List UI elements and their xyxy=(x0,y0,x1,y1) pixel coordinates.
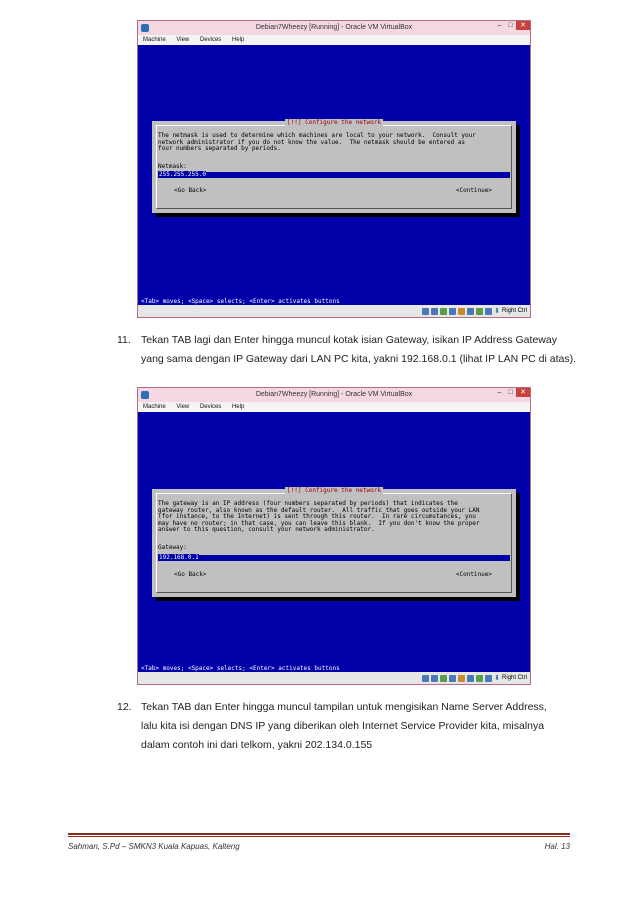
footer-rule xyxy=(68,833,570,835)
continue-button[interactable]: <Continue> xyxy=(455,187,492,194)
continue-button[interactable]: <Continue> xyxy=(455,571,492,578)
window-title: Debian7Wheezy [Running] - Oracle VM VirtualBox xyxy=(255,391,413,398)
maximize-button[interactable]: □ xyxy=(508,389,513,396)
menu-help[interactable]: Help xyxy=(231,404,245,410)
field-label: Gateway: xyxy=(158,544,187,551)
maximize-button[interactable]: □ xyxy=(508,22,513,29)
footer-rule-thin xyxy=(68,836,570,837)
dialog-text: The gateway is an IP address (four numbers separated by periods) that indicates the gateway router, also known as the default router. All traffic that goes outside your LAN (for instance, to the Internet) is sent through this router. In rare circumstances, you may have no router; in that case, you can leave this blank. If you don't know the proper answer to this question, consult your network administrator. xyxy=(158,500,480,534)
shared-folder-icon[interactable] xyxy=(458,308,465,315)
menu-devices[interactable]: Devices xyxy=(199,37,222,43)
menu-help[interactable]: Help xyxy=(231,37,245,43)
step-12-line-2: lalu kita isi dengan DNS IP yang diberikan oleh Internet Service Provider kita, misalnya xyxy=(141,720,545,732)
display-icon[interactable] xyxy=(467,675,474,682)
virtualbox-icon xyxy=(141,391,149,399)
minimize-button[interactable]: – xyxy=(497,22,502,29)
display-icon[interactable] xyxy=(467,308,474,315)
step-12-paragraph xyxy=(117,698,547,755)
step-11-paragraph xyxy=(117,331,576,369)
mouse-integration-icon[interactable] xyxy=(485,675,492,682)
menu-machine[interactable]: Machine xyxy=(143,404,166,410)
vbox-statusbar xyxy=(138,672,530,684)
cd-icon[interactable] xyxy=(431,675,438,682)
menu-devices[interactable]: Devices xyxy=(199,404,222,410)
dialog-title: [!!] Configure the network xyxy=(287,119,381,126)
menu-view[interactable]: View xyxy=(176,404,190,410)
close-button[interactable]: ✕ xyxy=(516,21,530,30)
menu-view[interactable]: View xyxy=(176,37,190,43)
step-11-line-2: yang sama dengan IP Gateway dari LAN PC kita, yakni 192.168.0.1 (lihat IP LAN PC di atas). xyxy=(141,353,577,365)
netmask-value: 255.255.255.0 xyxy=(159,171,206,178)
configure-network-dialog xyxy=(152,121,516,213)
video-capture-icon[interactable] xyxy=(476,308,483,315)
hdd-icon[interactable] xyxy=(422,308,429,315)
host-key-label: Right Ctrl xyxy=(501,308,527,314)
installer-status-line: <Tab> moves; <Space> selects; <Enter> activates buttons xyxy=(141,298,340,305)
gateway-input[interactable] xyxy=(158,555,510,561)
menubar xyxy=(138,402,530,412)
window-title: Debian7Wheezy [Running] - Oracle VM VirtualBox xyxy=(255,24,413,31)
field-label: Netmask: xyxy=(158,163,187,170)
mouse-integration-icon[interactable] xyxy=(485,308,492,315)
window-titlebar xyxy=(138,21,530,35)
video-capture-icon[interactable] xyxy=(476,675,483,682)
configure-network-dialog xyxy=(152,489,516,597)
step-12-number: 12. xyxy=(117,701,132,713)
virtualbox-window-gateway xyxy=(137,387,531,685)
step-12-line-3: dalam contoh ini dari telkom, yakni 202.134.0.155 xyxy=(141,739,373,751)
host-key-arrow-icon: ⬇ xyxy=(494,308,500,315)
dialog-text: The netmask is used to determine which machines are local to your network. Consult your network administrator if you do not know the value. The netmask should be entered as four numbers separated by periods. xyxy=(158,132,476,153)
host-key-label: Right Ctrl xyxy=(501,675,527,681)
vbox-statusbar xyxy=(138,305,530,317)
close-button[interactable]: ✕ xyxy=(516,388,530,397)
step-11-number: 11. xyxy=(117,334,131,346)
menu-machine[interactable]: Machine xyxy=(143,37,166,43)
shared-folder-icon[interactable] xyxy=(458,675,465,682)
host-key-arrow-icon: ⬇ xyxy=(494,675,500,682)
go-back-button[interactable]: <Go Back> xyxy=(174,571,207,578)
guest-screen[interactable] xyxy=(138,45,530,307)
footer-page-number: Hal. 13 xyxy=(544,842,570,851)
hdd-icon[interactable] xyxy=(422,675,429,682)
go-back-button[interactable]: <Go Back> xyxy=(174,187,207,194)
footer-author: Sahman, S.Pd – SMKN3 Kuala Kapuas, Kalteng xyxy=(68,842,240,851)
network-icon[interactable] xyxy=(449,308,456,315)
step-12-line-1: Tekan TAB dan Enter hingga muncul tampilan untuk mengisikan Name Server Address, xyxy=(141,701,547,713)
minimize-button[interactable]: – xyxy=(497,389,502,396)
virtualbox-window-netmask xyxy=(137,20,531,318)
cd-icon[interactable] xyxy=(431,308,438,315)
network-icon[interactable] xyxy=(449,675,456,682)
usb-icon[interactable] xyxy=(440,675,447,682)
guest-screen[interactable] xyxy=(138,412,530,674)
gateway-value: 192.168.0.1 xyxy=(159,554,199,561)
dialog-title: [!!] Configure the network xyxy=(287,487,381,494)
step-11-line-1: Tekan TAB lagi dan Enter hingga muncul kotak isian Gateway, isikan IP Address Gateway xyxy=(141,334,557,346)
netmask-input[interactable] xyxy=(158,172,510,178)
window-titlebar xyxy=(138,388,530,402)
menubar xyxy=(138,35,530,45)
usb-icon[interactable] xyxy=(440,308,447,315)
installer-status-line: <Tab> moves; <Space> selects; <Enter> activates buttons xyxy=(141,665,340,672)
virtualbox-icon xyxy=(141,24,149,32)
